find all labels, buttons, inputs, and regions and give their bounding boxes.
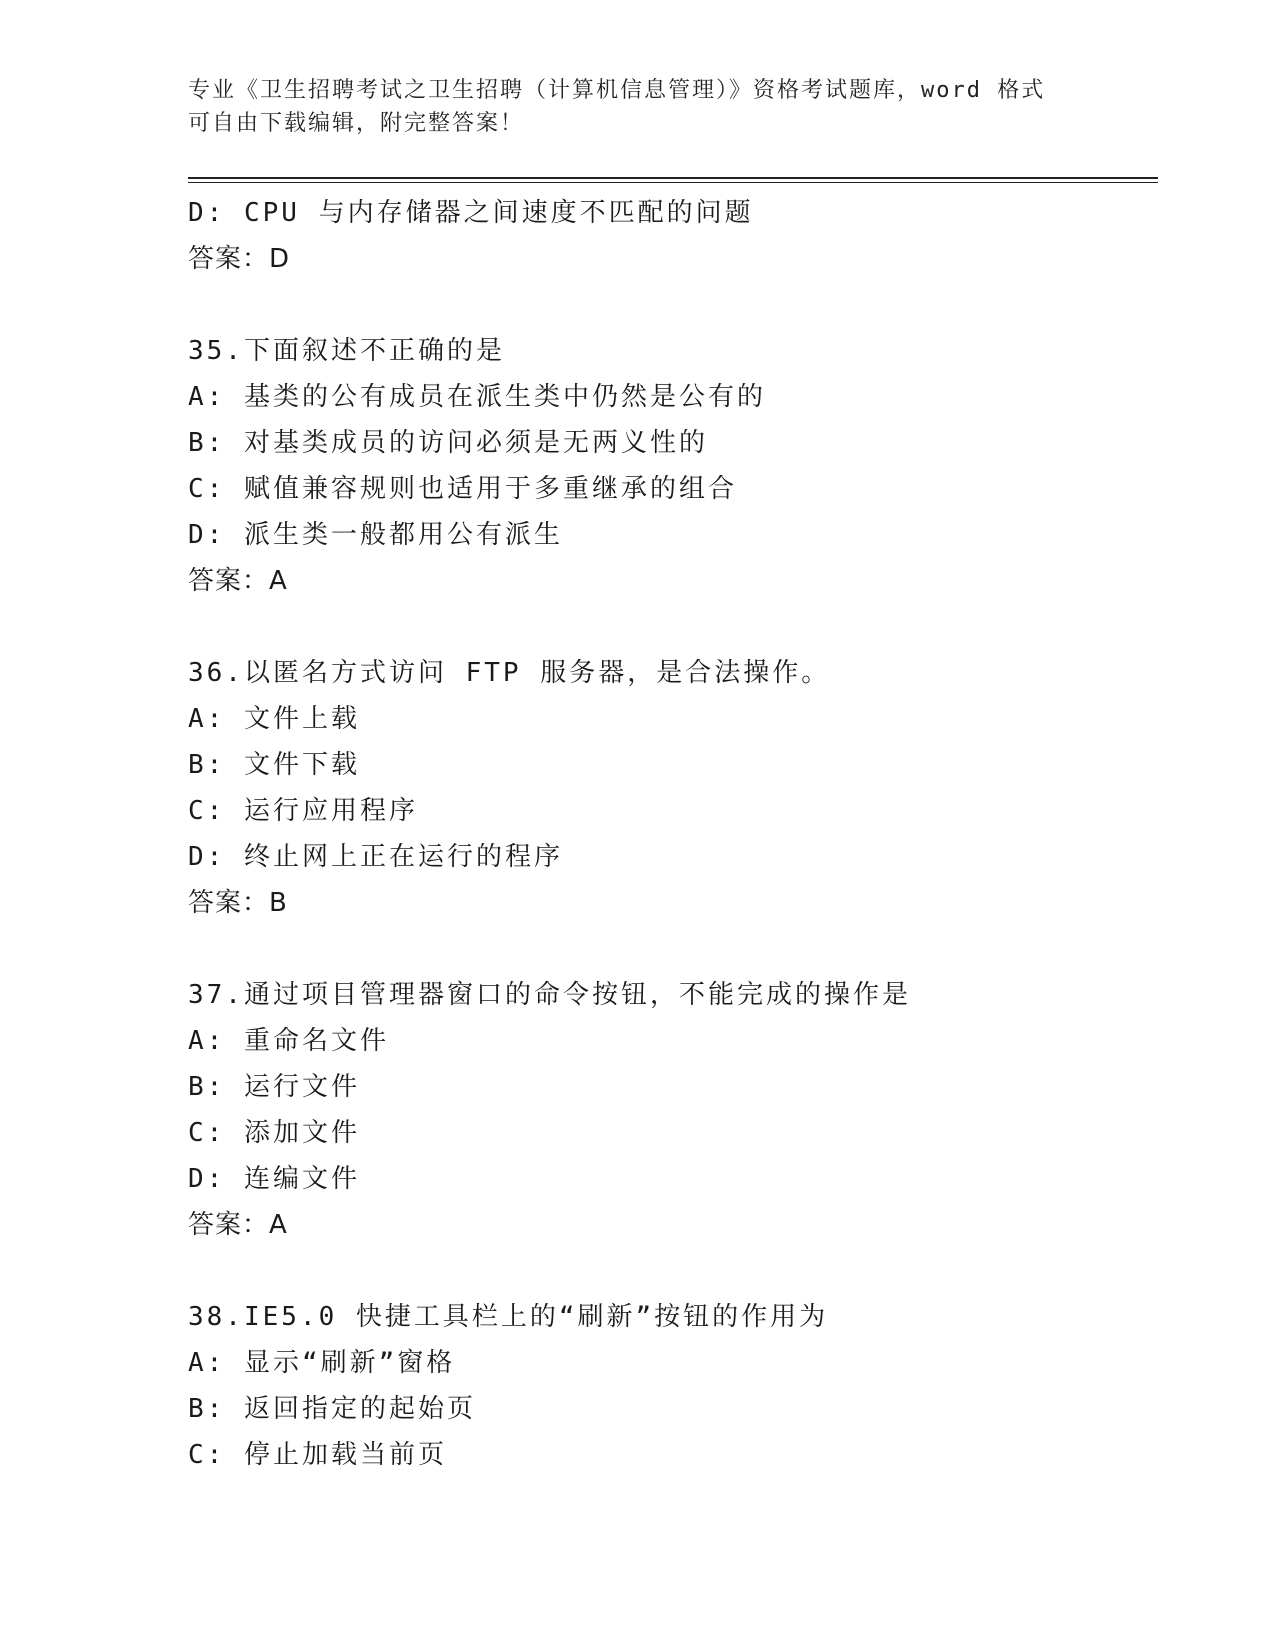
answer-line: 答案：B <box>188 888 288 918</box>
question-block <box>188 650 1158 926</box>
option-line: C: 运行应用程序 <box>188 796 418 826</box>
option-line: B: 返回指定的起始页 <box>188 1394 476 1424</box>
option-line: A: 基类的公有成员在派生类中仍然是公有的 <box>188 382 766 412</box>
spacer <box>188 926 1158 972</box>
option-line: B: 运行文件 <box>188 1072 360 1102</box>
question-block <box>188 1294 1158 1478</box>
spacer <box>188 282 1158 328</box>
option-line: C: 添加文件 <box>188 1118 360 1148</box>
option-line: A: 文件上载 <box>188 704 360 734</box>
question-stem: 35.下面叙述不正确的是 <box>188 336 505 366</box>
header-line-2: 可自由下载编辑，附完整答案！ <box>188 111 525 136</box>
header-divider-thick <box>188 177 1158 179</box>
question-stem: 38.IE5.0 快捷工具栏上的“刷新”按钮的作用为 <box>188 1302 829 1332</box>
answer-line: 答案：D <box>188 244 291 274</box>
option-line: B: 文件下载 <box>188 750 360 780</box>
option-line: B: 对基类成员的访问必须是无两义性的 <box>188 428 708 458</box>
answer-line: 答案：A <box>188 1210 288 1240</box>
option-line: D: CPU 与内存储器之间速度不匹配的问题 <box>188 198 754 228</box>
question-stem: 37.通过项目管理器窗口的命令按钮，不能完成的操作是 <box>188 980 911 1010</box>
option-line: C: 赋值兼容规则也适用于多重继承的组合 <box>188 474 737 504</box>
spacer <box>188 604 1158 650</box>
question-block <box>188 972 1158 1248</box>
option-line: D: 终止网上正在运行的程序 <box>188 842 563 872</box>
answer-line: 答案：A <box>188 566 288 596</box>
question-list <box>188 190 1158 1478</box>
question-block <box>188 190 1158 282</box>
header-line-1: 专业《卫生招聘考试之卫生招聘（计算机信息管理）》资格考试题库，word 格式 <box>188 78 1046 103</box>
option-line: D: 连编文件 <box>188 1164 360 1194</box>
question-block <box>188 328 1158 604</box>
question-stem: 36.以匿名方式访问 FTP 服务器，是合法操作。 <box>188 658 831 688</box>
option-line: C: 停止加载当前页 <box>188 1440 447 1470</box>
spacer <box>188 1248 1158 1294</box>
document-header <box>188 74 1088 140</box>
option-line: A: 显示“刷新”窗格 <box>188 1348 456 1378</box>
header-divider-thin <box>188 182 1158 183</box>
option-line: A: 重命名文件 <box>188 1026 389 1056</box>
option-line: D: 派生类一般都用公有派生 <box>188 520 563 550</box>
